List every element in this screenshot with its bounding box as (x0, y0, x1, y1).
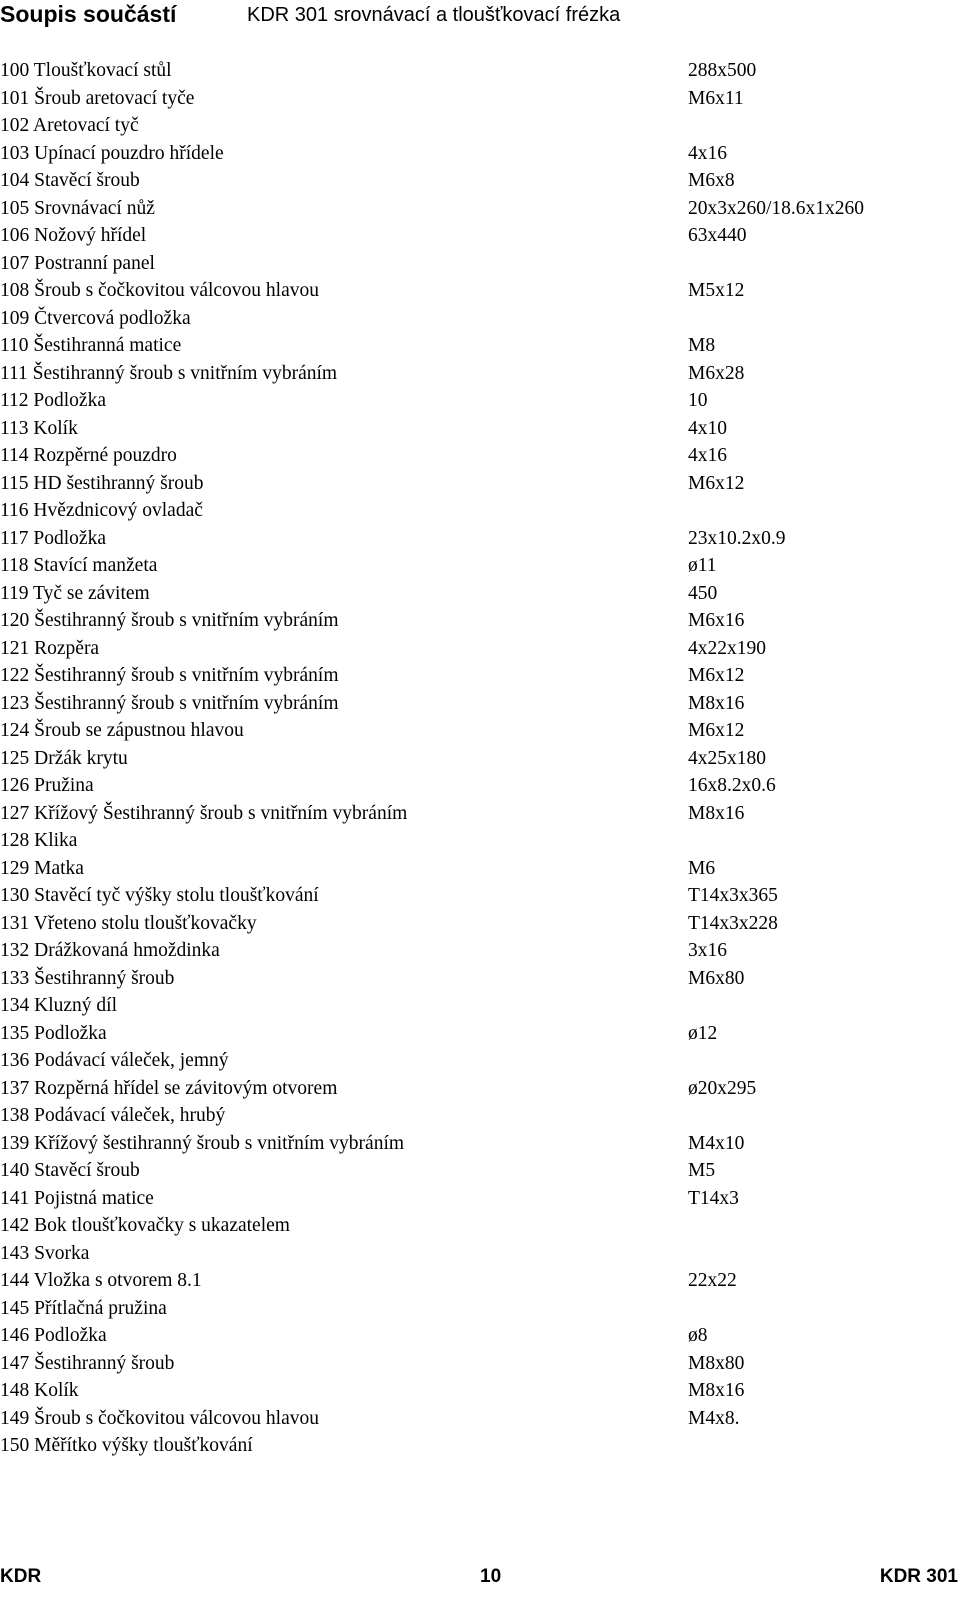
part-spec: ø11 (688, 555, 717, 576)
list-item (0, 965, 960, 993)
list-item (0, 167, 960, 195)
part-spec: 4x16 (688, 445, 727, 466)
footer-left-label: KDR (0, 1566, 42, 1587)
part-spec: ø20x295 (688, 1077, 757, 1099)
part-spec: 450 (688, 582, 718, 604)
list-item (0, 140, 960, 168)
list-item (0, 1020, 960, 1048)
list-item (0, 552, 960, 580)
part-spec: M6x28 (688, 362, 745, 384)
list-item (0, 497, 960, 525)
list-item (0, 1322, 960, 1350)
list-item (0, 580, 960, 608)
part-name: 104 Stavěcí šroub (0, 170, 140, 191)
part-name: 110 Šestihranná matice (0, 335, 182, 356)
part-spec: T14x3x228 (688, 912, 778, 934)
list-item (0, 442, 960, 470)
part-spec: M8x16 (688, 802, 745, 824)
part-spec: 4x10 (688, 417, 727, 439)
part-name: 117 Podložka (0, 527, 106, 549)
list-item (0, 1405, 960, 1433)
list-item (0, 635, 960, 663)
part-spec: M5 (688, 1160, 716, 1181)
part-name: 139 Křížový šestihranný šroub s vnitřním vybráním (0, 1132, 405, 1154)
part-spec: M8x16 (688, 692, 745, 714)
footer-right-label: KDR 301 (879, 1566, 958, 1587)
part-name: 141 Pojistná matice (0, 1187, 154, 1209)
part-name: 130 Stavěcí tyč výšky stolu tloušťkování (0, 885, 319, 906)
list-item (0, 57, 960, 85)
part-name: 129 Matka (0, 857, 84, 879)
part-spec: M4x8. (688, 1407, 740, 1429)
part-name: 102 Aretovací tyč (0, 115, 139, 136)
part-name: 127 Křížový Šestihranný šroub s vnitřním vybráním (0, 802, 408, 824)
list-item (0, 1075, 960, 1103)
list-item (0, 855, 960, 883)
part-name: 134 Kluzný díl (0, 995, 117, 1016)
part-spec: M6x11 (688, 87, 744, 109)
part-name: 132 Drážkovaná hmoždinka (0, 940, 220, 961)
part-name: 112 Podložka (0, 390, 106, 411)
part-name: 125 Držák krytu (0, 747, 128, 769)
part-spec: M4x10 (688, 1132, 745, 1154)
part-name: 142 Bok tloušťkovačky s ukazatelem (0, 1215, 290, 1236)
part-spec: M6x16 (688, 610, 745, 631)
part-name: 140 Stavěcí šroub (0, 1160, 140, 1181)
part-name: 144 Vložka s otvorem 8.1 (0, 1270, 202, 1291)
part-spec: 20x3x260/18.6x1x260 (688, 197, 865, 219)
part-name: 146 Podložka (0, 1325, 107, 1346)
part-name: 108 Šroub s čočkovitou válcovou hlavou (0, 280, 319, 301)
list-item (0, 85, 960, 113)
part-spec: M6 (688, 857, 716, 879)
part-name: 101 Šroub aretovací tyče (0, 87, 195, 109)
part-name: 118 Stavící manžeta (0, 555, 158, 576)
list-item (0, 1350, 960, 1378)
list-item (0, 910, 960, 938)
part-spec: 3x16 (688, 940, 727, 961)
list-item (0, 1295, 960, 1323)
part-spec: M6x12 (688, 472, 745, 494)
part-name: 116 Hvězdnicový ovladač (0, 500, 203, 521)
part-name: 109 Čtvercová podložka (0, 307, 191, 329)
part-spec: ø12 (688, 1022, 718, 1044)
list-item (0, 1185, 960, 1213)
part-name: 147 Šestihranný šroub (0, 1352, 175, 1374)
part-name: 143 Svorka (0, 1242, 90, 1264)
page-title: Soupis součástí (0, 1, 177, 27)
list-item (0, 1047, 960, 1075)
part-name: 137 Rozpěrná hřídel se závitovým otvorem (0, 1077, 338, 1099)
list-item (0, 250, 960, 278)
part-name: 103 Upínací pouzdro hřídele (0, 142, 224, 164)
list-item (0, 1240, 960, 1268)
part-spec: 23x10.2x0.9 (688, 527, 786, 549)
part-name: 120 Šestihranný šroub s vnitřním vybráním (0, 610, 339, 631)
part-name: 100 Tloušťkovací stůl (0, 60, 172, 81)
part-spec: T14x3x365 (688, 885, 778, 906)
list-item (0, 525, 960, 553)
part-spec: M8 (688, 335, 716, 356)
list-item (0, 387, 960, 415)
part-name: 128 Klika (0, 830, 78, 851)
part-spec: M8x80 (688, 1352, 745, 1374)
part-name: 126 Pružina (0, 775, 94, 796)
list-item (0, 415, 960, 443)
part-name: 122 Šestihranný šroub s vnitřním vybráním (0, 665, 339, 686)
parts-list (0, 57, 960, 1460)
part-spec: 10 (688, 390, 708, 411)
list-item (0, 992, 960, 1020)
list-item (0, 1377, 960, 1405)
part-name: 113 Kolík (0, 417, 78, 439)
list-item (0, 360, 960, 388)
list-item (0, 937, 960, 965)
list-item (0, 690, 960, 718)
list-item (0, 277, 960, 305)
list-item (0, 772, 960, 800)
part-name: 145 Přítlačná pružina (0, 1297, 167, 1319)
page-subtitle: KDR 301 srovnávací a tloušťkovací frézka (247, 4, 621, 26)
part-name: 149 Šroub s čočkovitou válcovou hlavou (0, 1407, 319, 1429)
part-name: 135 Podložka (0, 1022, 107, 1044)
list-item (0, 745, 960, 773)
list-item (0, 1102, 960, 1130)
part-name: 111 Šestihranný šroub s vnitřním vybráním (0, 362, 338, 384)
part-spec: 4x25x180 (688, 747, 766, 769)
part-spec: T14x3 (688, 1187, 739, 1209)
part-name: 124 Šroub se zápustnou hlavou (0, 720, 244, 741)
list-item (0, 1157, 960, 1185)
page-header (0, 0, 960, 40)
part-spec: ø8 (688, 1325, 708, 1346)
list-item (0, 800, 960, 828)
list-item (0, 195, 960, 223)
list-item (0, 1130, 960, 1158)
list-item (0, 662, 960, 690)
part-spec: M6x12 (688, 665, 745, 686)
part-name: 119 Tyč se závitem (0, 582, 150, 604)
part-spec: M6x8 (688, 170, 735, 191)
part-name: 131 Vřeteno stolu tloušťkovačky (0, 912, 257, 934)
list-item (0, 827, 960, 855)
list-item (0, 332, 960, 360)
part-spec: M6x80 (688, 967, 745, 989)
part-name: 121 Rozpěra (0, 637, 100, 659)
list-item (0, 222, 960, 250)
part-name: 138 Podávací váleček, hrubý (0, 1105, 226, 1126)
part-name: 133 Šestihranný šroub (0, 967, 175, 989)
part-spec: M6x12 (688, 720, 745, 741)
part-name: 148 Kolík (0, 1380, 79, 1401)
page-footer (0, 1562, 960, 1592)
page-number: 10 (480, 1566, 502, 1587)
part-name: 114 Rozpěrné pouzdro (0, 445, 177, 466)
list-item (0, 1212, 960, 1240)
part-spec: 16x8.2x0.6 (688, 775, 776, 796)
part-spec: 22x22 (688, 1270, 737, 1291)
part-spec: 63x440 (688, 225, 747, 246)
part-spec: 288x500 (688, 60, 757, 81)
part-name: 107 Postranní panel (0, 252, 155, 274)
part-name: 115 HD šestihranný šroub (0, 472, 204, 494)
list-item (0, 470, 960, 498)
part-name: 106 Nožový hřídel (0, 225, 147, 246)
list-item (0, 305, 960, 333)
part-spec: M8x16 (688, 1380, 745, 1401)
list-item (0, 717, 960, 745)
part-spec: M5x12 (688, 280, 745, 301)
part-name: 150 Měřítko výšky tloušťkování (0, 1435, 253, 1456)
part-name: 123 Šestihranný šroub s vnitřním vybráním (0, 692, 339, 714)
list-item (0, 1267, 960, 1295)
list-item (0, 1432, 960, 1460)
part-name: 105 Srovnávací nůž (0, 197, 155, 219)
part-spec: 4x22x190 (688, 637, 766, 659)
list-item (0, 607, 960, 635)
list-item (0, 112, 960, 140)
part-spec: 4x16 (688, 142, 727, 164)
part-name: 136 Podávací váleček, jemný (0, 1050, 229, 1071)
list-item (0, 882, 960, 910)
